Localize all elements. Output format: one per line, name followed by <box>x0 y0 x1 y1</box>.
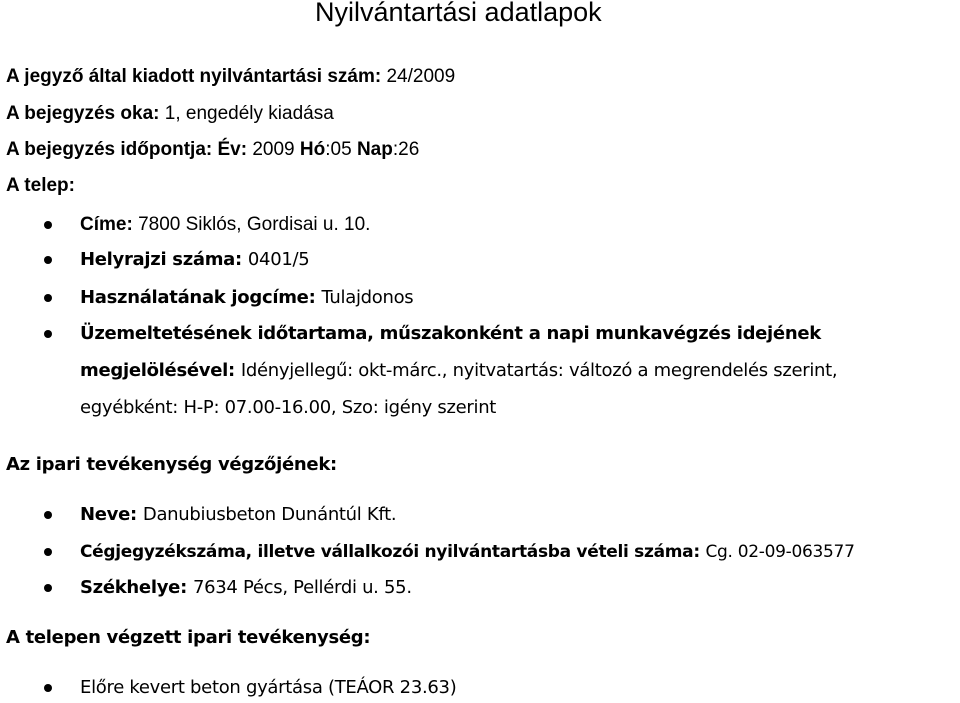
entry-year-label: Év <box>217 139 241 160</box>
site-heading: A telep: <box>6 175 75 196</box>
site-operation-line-2: megjelölésével: Idényjellegű: okt-márc., nyitvatartás: változó a megrendelés szerint, <box>80 360 838 381</box>
site-parcel-label: Helyrajzi száma <box>80 249 236 270</box>
site-operation-value-1: Idényjellegű: okt-márc., nyitvatartás: változó a megrendelés szerint, <box>240 360 838 381</box>
operator-name-label: Neve <box>80 504 131 525</box>
operator-seat-value: 7634 Pécs, Pellérdi u. 55. <box>192 577 412 598</box>
bullet-icon <box>44 548 52 556</box>
entry-reason-line: A bejegyzés oka: 1, engedély kiadása <box>6 103 334 124</box>
entry-month-label: Hó <box>299 139 326 160</box>
site-address-value: 7800 Siklós, Gordisai u. 10. <box>138 214 371 235</box>
bullet-icon <box>44 256 52 264</box>
site-parcel-value: 0401/5 <box>247 249 310 270</box>
bullet-icon <box>44 684 52 692</box>
site-operation-label-2: megjelölésével <box>80 360 228 381</box>
bullet-icon <box>44 294 52 302</box>
entry-month-value: 05 <box>330 139 352 160</box>
site-title-value: Tulajdonos <box>321 287 414 308</box>
entry-year-value: 2009 <box>252 139 295 160</box>
operator-regno-value: Cg. 02-09-063577 <box>705 542 855 562</box>
site-address-line: Címe: 7800 Siklós, Gordisai u. 10. <box>80 214 371 235</box>
reg-number-value: 24/2009 <box>386 66 456 87</box>
reg-number-label: A jegyző által kiadott nyilvántartási szám <box>6 66 375 87</box>
bullet-icon <box>44 221 52 229</box>
operator-heading: Az ipari tevékenység végzőjének: <box>6 454 337 475</box>
reg-number-line: A jegyző által kiadott nyilvántartási szám: 24/2009 <box>6 66 456 87</box>
site-title-line: Használatának jogcíme: Tulajdonos <box>80 287 414 308</box>
bullet-icon <box>44 330 52 338</box>
operator-regno-line: Cégjegyzékszáma, illetve vállalkozói nyilvántartásba vételi száma: Cg. 02-09-063577 <box>80 542 855 562</box>
site-title-label: Használatának jogcíme <box>80 287 309 308</box>
site-parcel-line: Helyrajzi száma: 0401/5 <box>80 249 310 270</box>
operator-regno-label: Cégjegyzékszáma, illetve vállalkozói nyilvántartásba vételi száma <box>80 542 694 562</box>
operator-seat-label: Székhelye <box>80 577 181 598</box>
operator-seat-line: Székhelye: 7634 Pécs, Pellérdi u. 55. <box>80 577 412 598</box>
page-title: Nyilvántartási adatlapok <box>315 0 602 27</box>
activity-item: Előre kevert beton gyártása (TEÁOR 23.63) <box>80 677 457 698</box>
entry-date-label: A bejegyzés időpontja <box>6 139 206 160</box>
site-address-label: Címe <box>80 214 127 235</box>
entry-day-label: Nap <box>356 139 393 160</box>
entry-date-line: A bejegyzés időpontja: Év: 2009 Hó:05 Nap:26 <box>6 139 420 160</box>
entry-reason-label: A bejegyzés oka <box>6 103 154 124</box>
bullet-icon <box>44 511 52 519</box>
activity-heading: A telepen végzett ipari tevékenység: <box>6 627 371 648</box>
site-operation-value-2: egyébként: H-P: 07.00-16.00, Szo: igény szerint <box>80 397 497 418</box>
entry-reason-value: 1, engedély kiadása <box>164 103 334 124</box>
operator-name-line: Neve: Danubiusbeton Dunántúl Kft. <box>80 504 397 525</box>
site-operation-label-1: Üzemeltetésének időtartama, műszakonként a napi munkavégzés idejének <box>80 323 821 344</box>
entry-day-value: 26 <box>398 139 420 160</box>
bullet-icon <box>44 584 52 592</box>
operator-name-value: Danubiusbeton Dunántúl Kft. <box>142 504 397 525</box>
